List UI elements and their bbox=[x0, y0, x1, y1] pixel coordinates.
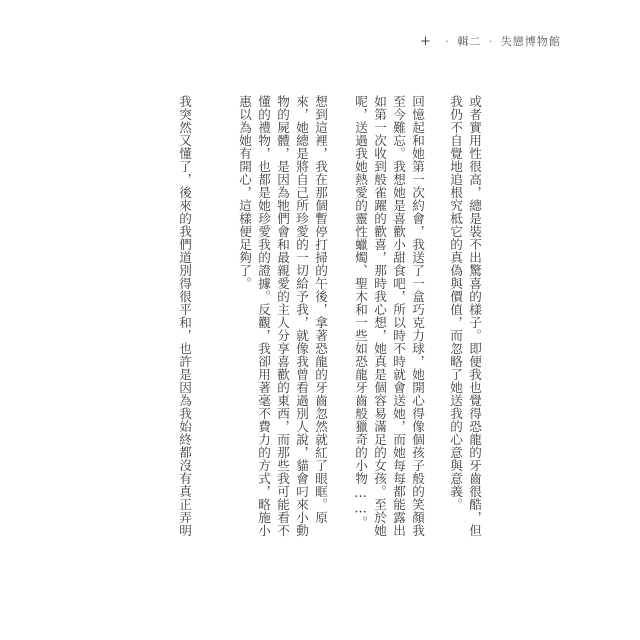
running-header bbox=[420, 33, 561, 49]
header-separator: · bbox=[445, 35, 450, 48]
text-column-10: 懂的禮物，也都是她珍愛我的證據。反觀，我卻用著毫不費力的方式，略施小 bbox=[256, 95, 271, 537]
text-column-8: 來，她總是將自己所珍愛的一切給予我，就像我曾看過別人說，貓會叼來小動 bbox=[294, 95, 309, 537]
text-column-11: 惠以為她有開心，這樣便足夠了。 bbox=[237, 95, 252, 290]
text-column-1: 或者實用性很高，總是裝不出驚喜的樣子。即便我也覺得恐龍的牙齒很酷，但 bbox=[467, 95, 482, 537]
header-title: 失戀博物館 bbox=[500, 35, 561, 48]
header-section: 輯二 bbox=[457, 35, 482, 48]
text-column-5: 如第一次收到般雀躍的歡喜，那時我心想，她真是個容易滿足的女孩。至於她 bbox=[372, 95, 387, 537]
text-column-7: 想到這裡，我在那個暫停打掃的午後，拿著恐龍的牙齒忽然就紅了眼眶。原 bbox=[313, 95, 328, 524]
text-column-2: 我仍不自覺地追根究柢它的真偽與價值，而忽略了她送我的心意與意義。 bbox=[448, 95, 463, 511]
text-column-12: 我突然又懂了，後來的我們道別得很平和，也許是因為我始終都沒有真正弄明 bbox=[177, 95, 192, 537]
text-column-6: 呢，送過我她熱愛的靈性蠟燭、聖木和一些如恐龍牙齒般獵奇的小物……。 bbox=[353, 95, 368, 529]
header-separator: · bbox=[488, 35, 494, 48]
text-column-4: 至今難忘。我想她是喜歡小甜食吧，所以時不時就會送她，而她每每都能露出 bbox=[391, 95, 406, 537]
plus-mark-icon: + bbox=[420, 34, 432, 49]
text-column-9: 物的屍體，是因為牠們會和最親愛的主人分享喜歡的東西，而那些我可能看不 bbox=[275, 95, 290, 537]
text-column-3: 回憶起和她第一次約會，我送了一盒巧克力球，她開心得像個孩子般的笑顏我 bbox=[410, 95, 425, 537]
